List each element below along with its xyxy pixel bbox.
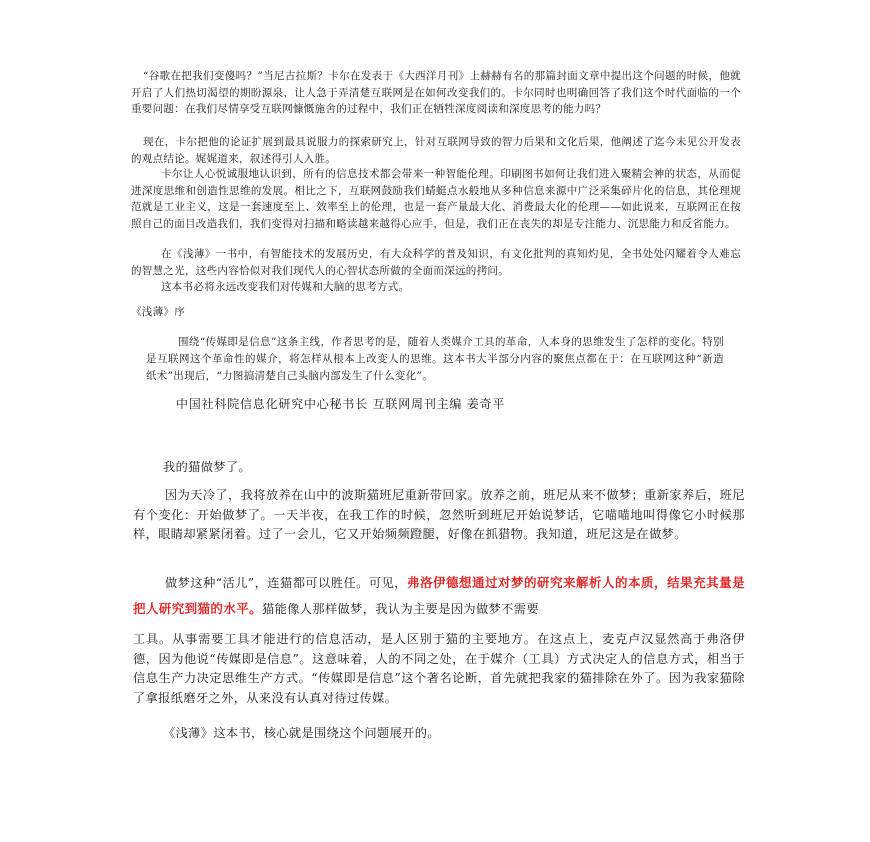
preface-signature: 中国社科院信息化研究中心秘书长 互联网周刊主编 姜奇平 — [176, 397, 506, 411]
highlighted-sentence: 弗洛伊德想通过对梦的研究来解析人的本质，结果充其量是把人研究到猫的水平。 — [133, 575, 745, 616]
preface-body: 围绕“传媒即是信息”这条主线，作者思考的是，随着人类媒介工具的革命，人本身的思维发生了怎样的变化。特别是互联网这个革命性的媒介，将怎样从根本上改变人的思维。这本书大半部分内容的聚焦点都在于：在互联网这种“新造纸术”出现后，“力图搞清楚自己头脑内部发生了什么变化”。 — [146, 336, 724, 382]
essay-paragraph-freud — [133, 570, 745, 622]
essay-closing-line: 《浅薄》这本书，核心就是围绕这个问题展开的。 — [163, 726, 440, 740]
preface-title: 《浅薄》序 — [131, 306, 185, 318]
essay-opening-line: 我的猫做梦了。 — [163, 460, 252, 474]
intro-paragraph-1: “谷歌在把我们变傻吗？”当尼古拉斯？卡尔在发表于《大西洋月刊》上赫赫有名的那篇封面文章中提出这个问题的时候，他就开启了人们热切渴望的期盼源泉，让人急于弄清楚互联网是在如何改变我们的。卡尔同时也明确回答了我们这个时代面临的一个重要问题：在我们尽情享受互联网慷慨施舍的过程中，我们正在牺牲深度阅读和深度思考的能力吗？ — [131, 70, 741, 115]
intro-paragraph-4: 在《浅薄》一书中，有智能技术的发展历史，有大众科学的普及知识，有文化批判的真知灼见，全书处处闪耀着令人难忘的智慧之光，这些内容恰似对我们现代人的心智状态所做的全面而深远的拷问。 — [131, 248, 741, 277]
intro-paragraph-5: 这本书必将永远改变我们对传媒和大脑的思考方式。 — [161, 281, 410, 293]
essay-paragraph-cat-dream: 因为天冷了，我将放养在山中的波斯猫班尼重新带回家。放养之前，班尼从来不做梦；重新家养后，班尼有个变化：开始做梦了。一天半夜，在我工作的时候，忽然听到班尼开始说梦话，它喵喵地叫得像它小时候那样，眼睛却紧紧闭着。过了一会儿，它又开始频频蹬腿，好像在抓猎物。我知道，班尼这是在做梦。 — [133, 488, 745, 541]
intro-paragraph-3: 卡尔让人心悦诚服地认识到，所有的信息技术都会带来一种智能伦理。印刷图书如何让我们进入聚精会神的状态，从而促进深度思维和创造性思维的发展。相比之下，互联网鼓励我们蜻蜓点水般地从多种信息来源中广泛采集碎片化的信息，其伦理规范就是工业主义，这是一套速度至上、效率至上的伦理，也是一套产量最大化、消费最大化的伦理——如此说来，互联网正在按照自己的面目改造我们，我们变得对扫描和略读越来越得心应手，但是，我们正在丧失的却是专注能力、沉思能力和反省能力。 — [131, 168, 741, 230]
freud-text-before: 做梦这种“活儿”，连猫都可以胜任。可见， — [165, 576, 407, 590]
essay-paragraph-mcluhan: 工具。从事需要工具才能进行的信息活动，是人区别于猫的主要地方。在这点上，麦克卢汉显然高于弗洛伊德，因为他说“传媒即是信息”。这意味着，人的不同之处，在于媒介（工具）方式决定人的信息方式，相当于信息生产力决定思维生产方式。“传媒即是信息”这个著名论断，首先就把我家的猫排除在外了。因为我家猫除了拿报纸磨牙之外，从来没有认真对待过传媒。 — [133, 632, 745, 705]
intro-paragraph-2: 现在，卡尔把他的论证扩展到最具说服力的探索研究上，针对互联网导致的智力后果和文化后果，他阐述了迄今未见公开发表的观点结论。娓娓道来，叙述得引人入胜。 — [131, 136, 741, 165]
freud-text-after: 猫能像人那样做梦，我认为主要是因为做梦不需要 — [262, 602, 539, 616]
